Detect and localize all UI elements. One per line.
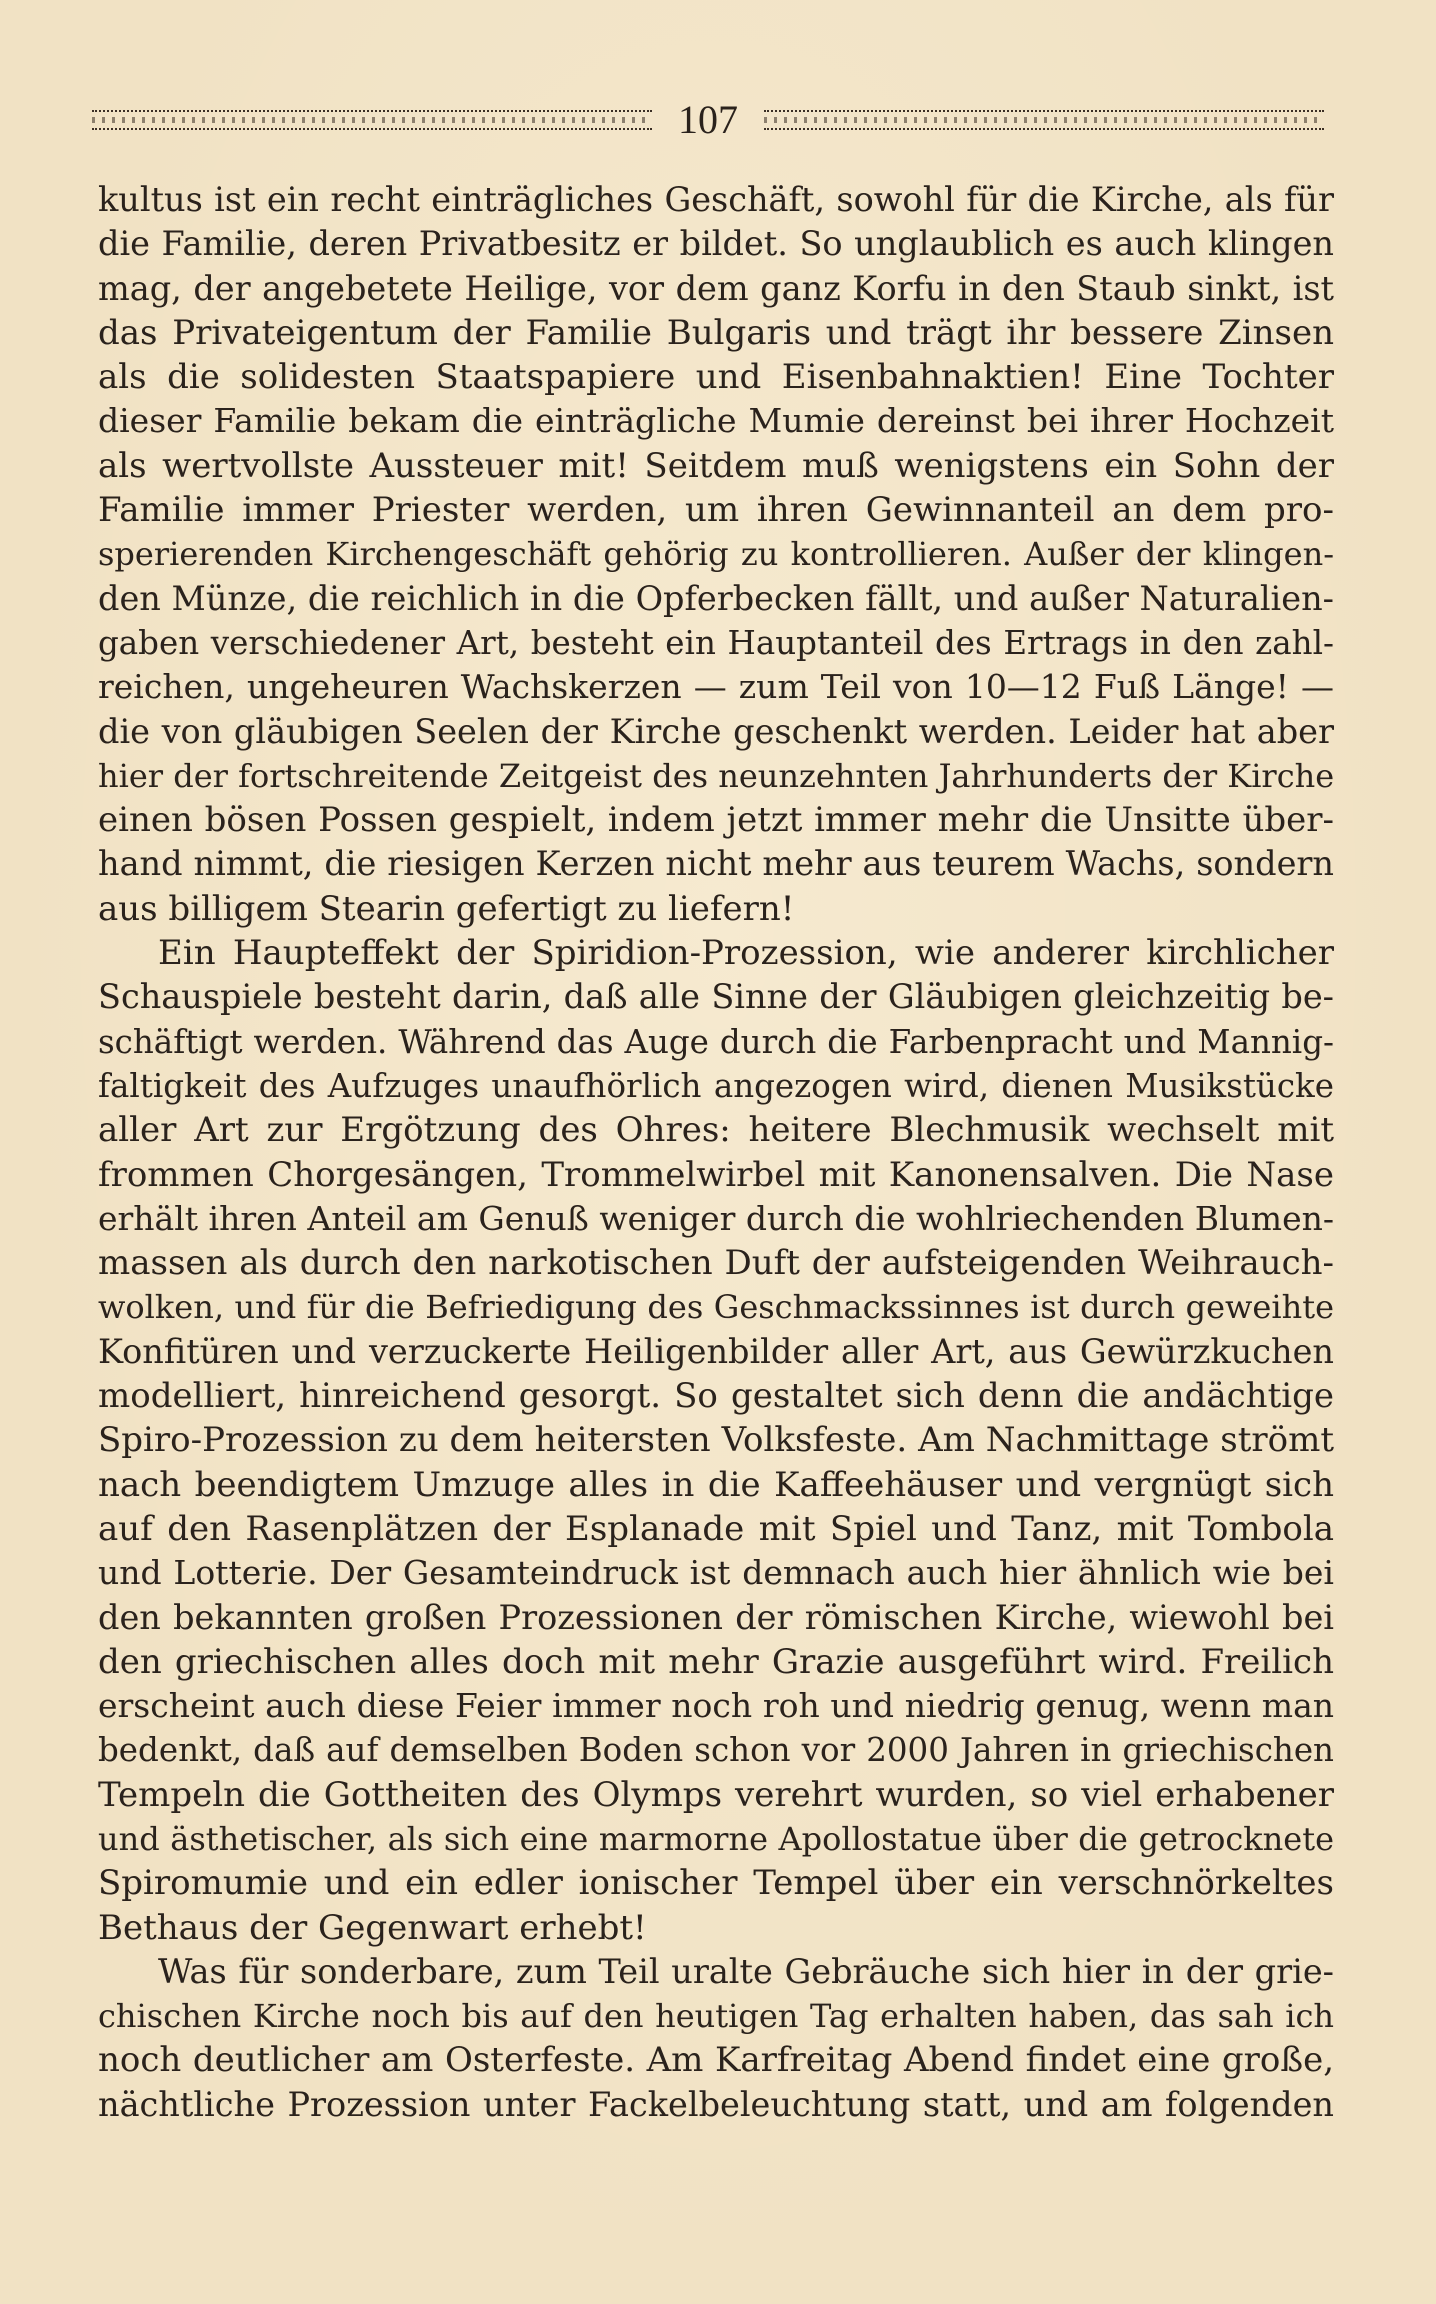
text-line: Tempeln die Gottheiten des Olymps verehrt wurden, so viel erhabener	[98, 1774, 1334, 1815]
text-line: Familie immer Priester werden, um ihren Gewinnanteil an dem pro-	[98, 490, 1334, 531]
text-line: dieser Familie bekam die einträgliche Mumie dereinst bei ihrer Hochzeit	[98, 401, 1334, 441]
text-line: Was für sonderbare, zum Teil uralte Gebräuche sich hier in der grie-	[158, 1951, 1334, 1991]
left-ornament-rule	[92, 110, 652, 130]
text-line: einen bösen Possen gespielt, indem jetzt immer mehr die Unsitte über-	[98, 800, 1334, 841]
text-line: massen als durch den narkotischen Duft der aufsteigenden Weihrauch-	[98, 1243, 1334, 1284]
text-line: erscheint auch diese Feier immer noch roh und niedrig genug, wenn man	[98, 1686, 1334, 1726]
body-text	[98, 178, 1334, 2127]
text-line: hand nimmt, die riesigen Kerzen nicht mehr aus teurem Wachs, sondern	[98, 844, 1334, 884]
running-head	[92, 96, 1324, 144]
text-line: auf den Rasenplätzen der Esplanade mit Spiel und Tanz, mit Tombola	[98, 1508, 1334, 1549]
text-line: das Privateigentum der Familie Bulgaris und trägt ihr bessere Zinsen	[98, 312, 1334, 353]
text-line: faltigkeit des Aufzuges unaufhörlich angezogen wird, dienen Musikstücke	[98, 1066, 1334, 1105]
text-line: als die solidesten Staatspapiere und Eisenbahnaktien! Eine Tochter	[98, 357, 1334, 398]
text-line: Ein Haupteffekt der Spiridion-Prozession, wie anderer kirchlicher	[158, 933, 1334, 974]
text-line: aller Art zur Ergötzung des Ohres: heitere Blechmusik wechselt mit	[98, 1110, 1334, 1151]
text-line: Schauspiele besteht darin, daß alle Sinne der Gläubigen gleichzeitig be-	[98, 977, 1334, 1017]
text-line: schäftigt werden. Während das Auge durch die Farbenpracht und Mannig-	[98, 1022, 1334, 1061]
text-line: Bethaus der Gegenwart erhebt!	[98, 1907, 647, 1948]
text-line: bedenkt, daß auf demselben Boden schon vor 2000 Jahren in griechischen	[98, 1731, 1334, 1770]
text-line: frommen Chorgesängen, Trommelwirbel mit Kanonensalven. Die Nase	[98, 1154, 1334, 1195]
text-line: die Familie, deren Privatbesitz er bildet. So unglaublich es auch klingen	[98, 224, 1334, 264]
text-line: und ästhetischer, als sich eine marmorne Apollostatue über die getrocknete	[98, 1819, 1334, 1858]
text-line: Konfitüren und verzuckerte Heiligenbilder aller Art, aus Gewürzkuchen	[98, 1331, 1334, 1371]
text-line: mag, der angebetete Heilige, vor dem ganz Korfu in den Staub sinkt, ist	[98, 268, 1334, 308]
text-line: wolken, und für die Befriedigung des Geschmackssinnes ist durch geweihte	[98, 1288, 1334, 1327]
text-line: als wertvollste Aussteuer mit! Seitdem muß wenigstens ein Sohn der	[98, 445, 1334, 486]
text-line: reichen, ungeheuren Wachskerzen — zum Teil von 10—12 Fuß Länge! —	[98, 667, 1334, 707]
page-number: 107	[678, 97, 738, 142]
text-line: und Lotterie. Der Gesamteindruck ist demnach auch hier ähnlich wie bei	[98, 1553, 1334, 1593]
text-line: den bekannten großen Prozessionen der römischen Kirche, wiewohl bei	[98, 1597, 1334, 1637]
text-line: Spiromumie und ein edler ionischer Tempel über ein verschnörkeltes	[98, 1863, 1334, 1904]
text-line: nächtliche Prozession unter Fackelbeleuchtung statt, und am folgenden	[98, 2084, 1334, 2124]
text-line: aus billigem Stearin gefertigt zu liefern!	[98, 888, 795, 929]
text-line: chischen Kirche noch bis auf den heutigen Tag erhalten haben, das sah ich	[98, 1997, 1334, 2036]
text-line: den griechischen alles doch mit mehr Grazie ausgeführt wird. Freilich	[98, 1641, 1334, 1682]
text-line: sperierenden Kirchengeschäft gehörig zu kontrollieren. Außer der klingen-	[98, 535, 1334, 574]
text-line: den Münze, die reichlich in die Opferbecken fällt, und außer Naturalien-	[98, 578, 1334, 618]
text-line: hier der fortschreitende Zeitgeist des neunzehnten Jahrhunderts der Kirche	[98, 756, 1334, 795]
right-ornament-rule	[764, 110, 1324, 130]
text-line: erhält ihren Anteil am Genuß weniger durch die wohlriechenden Blumen-	[98, 1198, 1334, 1238]
text-line: die von gläubigen Seelen der Kirche geschenkt werden. Leider hat aber	[98, 711, 1334, 751]
text-line: kultus ist ein recht einträgliches Geschäft, sowohl für die Kirche, als für	[98, 180, 1334, 219]
text-line: modelliert, hinreichend gesorgt. So gestaltet sich denn die andächtige	[98, 1376, 1334, 1417]
text-line: Spiro-Prozession zu dem heitersten Volksfeste. Am Nachmittage strömt	[98, 1420, 1334, 1461]
text-line: nach beendigtem Umzuge alles in die Kaffeehäuser und vergnügt sich	[98, 1464, 1334, 1505]
text-line: noch deutlicher am Osterfeste. Am Karfreitag Abend findet eine große,	[98, 2040, 1334, 2081]
text-line: gaben verschiedener Art, besteht ein Hauptanteil des Ertrags in den zahl-	[98, 623, 1334, 662]
